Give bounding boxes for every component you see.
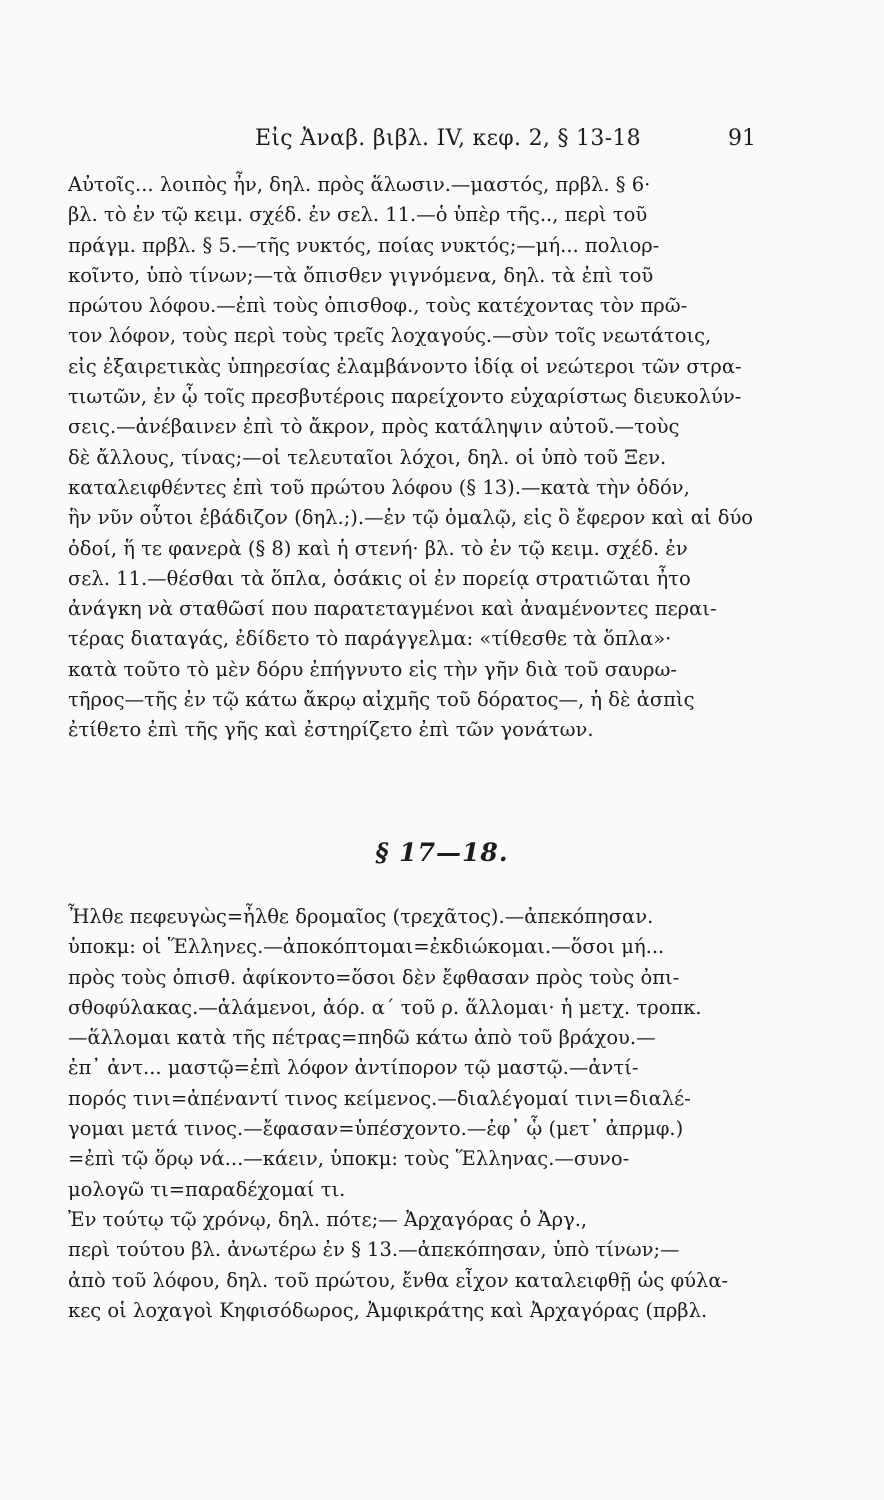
text-line: πορός τινι=ἀπέναντί τινος κείμενος.—διαλέγομαί τινι=διαλέ- [68, 1086, 691, 1110]
text-line: τέρας διαταγάς, ἐδίδετο τὸ παράγγελμα: «τίθεσθε τὰ ὅπλα»· [68, 627, 672, 651]
text-line: σεις.—ἀνέβαινεν ἐπὶ τὸ ἄκρον, πρὸς κατάληψιν αὐτοῦ.—τοὺς [68, 415, 680, 439]
text-line: —ἅλλομαι κατὰ τῆς πέτρας=πηδῶ κάτω ἀπὸ τοῦ βράχου.— [68, 1026, 656, 1050]
text-line: ὁδοί, ἥ τε φανερὰ (§ 8) καὶ ἡ στενή· βλ. τὸ ἐν τῷ κειμ. σχέδ. ἐν [68, 536, 688, 560]
text-line: Αὐτοῖς... λοιπὸς ἦν, δηλ. πρὸς ἅλωσιν.—μαστός, πρβλ. § 6· [68, 173, 651, 196]
text-line: πρὸς τοὺς ὀπισθ. ἀφίκοντο=ὅσοι δὲν ἔφθασαν πρὸς τοὺς ὀπι- [68, 965, 680, 989]
text-line: ἐπ᾽ ἀντ... μαστῷ=ἐπὶ λόφον ἀντίπορον τῷ μαστῷ.—ἀντί- [68, 1056, 639, 1080]
text-line: ἣν νῦν οὗτοι ἐβάδιζον (δηλ.;).—ἐν τῷ ὁμαλῷ, εἰς ὃ ἔφερον καὶ αἱ δύο [68, 506, 754, 530]
text-line: εἰς ἐξαιρετικὰς ὑπηρεσίας ἐλαμβάνοντο ἰδίᾳ οἱ νεώτεροι τῶν στρα- [68, 354, 742, 378]
text-line: Ἦλθε πεφευγὼς=ἦλθε δρομαῖος (τρεχᾶτος).—ἀπεκόπησαν. [68, 905, 654, 928]
text-line: πράγμ. πρβλ. § 5.—τῆς νυκτός, ποίας νυκτός;—μή... πολιορ- [68, 233, 660, 257]
text-line: τον λόφον, τοὺς περὶ τοὺς τρεῖς λοχαγούς.—σὺν τοῖς νεωτάτοις, [68, 324, 712, 348]
text-line: σθοφύλακας.—ἁλάμενοι, ἀόρ. α´ τοῦ ρ. ἅλλομαι· ἡ μετχ. τροπκ. [68, 995, 702, 1019]
commentary-paragraph-2 [68, 902, 772, 1326]
text-line: περὶ τούτου βλ. ἀνωτέρω ἐν § 13.—ἀπεκόπησαν, ὑπὸ τίνων;— [68, 1238, 680, 1262]
text-line: ἐτίθετο ἐπὶ τῆς γῆς καὶ ἐστηρίζετο ἐπὶ τῶν γονάτων. [68, 718, 594, 742]
text-line: καταλειφθέντες ἐπὶ τοῦ πρώτου λόφου (§ 13).—κατὰ τὴν ὁδόν, [68, 475, 690, 499]
page-number: 91 [728, 126, 756, 151]
text-line: ὑποκμ: οἱ Ἕλληνες.—ἀποκόπτομαι=ἐκδιώκομαι.—ὅσοι μή... [68, 935, 665, 959]
running-header [0, 126, 884, 156]
text-line: ἀπὸ τοῦ λόφου, δηλ. τοῦ πρώτου, ἔνθα εἶχον καταλειφθῇ ὡς φύλα- [68, 1268, 729, 1292]
text-line: ἀνάγκη νὰ σταθῶσί που παρατεταγμένοι καὶ ἀναμένοντες περαι- [68, 597, 717, 621]
commentary-paragraph-1 [68, 170, 772, 746]
text-line: =ἐπὶ τῷ ὅρῳ νά...—κάειν, ὑποκμ: τοὺς Ἕλληνας.—συνο- [68, 1147, 630, 1171]
text-line: δὲ ἄλλους, τίνας;—οἱ τελευταῖοι λόχοι, δηλ. οἱ ὑπὸ τοῦ Ξεν. [68, 445, 667, 469]
text-line: πρώτου λόφου.—ἐπὶ τοὺς ὀπισθοφ., τοὺς κατέχοντας τὸν πρῶ- [68, 294, 688, 318]
running-title: Εἰς Ἀναβ. βιβλ. IV, κεφ. 2, § 13-18 [255, 126, 641, 151]
text-line: τῆρος—τῆς ἐν τῷ κάτω ἄκρῳ αἰχμῆς τοῦ δόρατος—, ἡ δὲ ἀσπὶς [68, 688, 695, 712]
text-line: γομαι μετά τινος.—ἔφασαν=ὑπέσχοντο.—ἐφ᾽ ᾧ (μετ᾽ ἀπρμφ.) [68, 1117, 684, 1141]
text-line: κοῖντο, ὑπὸ τίνων;—τὰ ὄπισθεν γιγνόμενα, δηλ. τὰ ἐπὶ τοῦ [68, 263, 654, 287]
text-line: κατὰ τοῦτο τὸ μὲν δόρυ ἐπήγνυτο εἰς τὴν γῆν διὰ τοῦ σαυρω- [68, 657, 677, 681]
text-line: μολογῶ τι=παραδέχομαί τι. [68, 1177, 346, 1201]
text-line: βλ. τὸ ἐν τῷ κειμ. σχέδ. ἐν σελ. 11.—ὁ ὑπὲρ τῆς.., περὶ τοῦ [68, 203, 648, 227]
text-line: σελ. 11.—θέσθαι τὰ ὅπλα, ὁσάκις οἱ ἐν πορείᾳ στρατιῶται ἦτο [68, 566, 691, 590]
section-heading: § 17—18. [375, 838, 509, 867]
text-line: Ἐν τούτῳ τῷ χρόνῳ, δηλ. πότε;— Ἀρχαγόρας ὁ Ἀργ., [68, 1207, 588, 1231]
text-line: τιωτῶν, ἐν ᾧ τοῖς πρεσβυτέροις παρείχοντο εὐχαρίστως διευκολύν- [68, 385, 742, 409]
text-line: κες οἱ λοχαγοὶ Κηφισόδωρος, Ἀμφικράτης καὶ Ἀρχαγόρας (πρβλ. [68, 1298, 708, 1322]
